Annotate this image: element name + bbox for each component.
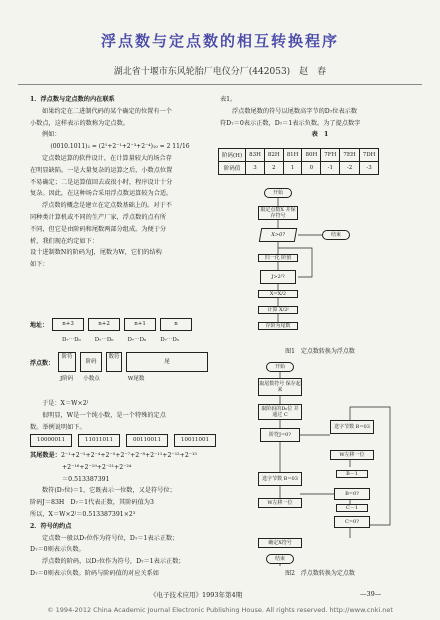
flow2-end: 结束 [266, 554, 294, 564]
flow1-end: 结束 [322, 230, 350, 240]
header-divider [18, 84, 422, 85]
table-cell: 3 [246, 162, 265, 175]
float-format-row [30, 352, 208, 372]
table-cell: 7DH [359, 149, 379, 162]
section-1-heading: 1．浮点数与定点数的内在联系 [30, 96, 115, 103]
left-column-lower [30, 398, 210, 433]
flow2-box: C－1 [336, 504, 368, 512]
real-expr: +2⁻¹⁶+2⁻¹⁹+2⁻²¹+2⁻²⁴ [62, 463, 132, 471]
byte-cell: 11011011 [78, 434, 120, 447]
float-brace-row [60, 374, 144, 382]
flow2-box: 确定X符号 [258, 538, 302, 548]
author-line: 湖北省十堰市东风轮胎厂电仪分厂(442053) 赵 春 [113, 67, 327, 77]
bytes-row [30, 434, 216, 447]
flow2-box: W左移一位 [258, 498, 302, 508]
table-row [219, 162, 379, 175]
table-cell: -2 [340, 162, 359, 175]
paragraph: 数。举例说明如下。 [30, 423, 86, 431]
address-cell: n+2 [88, 318, 120, 331]
paragraph-line: 复杂。因此，在这种场合采用浮点数运算较为合适。 [30, 190, 173, 198]
exponent-table [218, 148, 379, 175]
flow1-start: 开始 [264, 188, 292, 198]
flow2-decision: 阶符J=0? [260, 428, 300, 442]
paragraph: 小数点，这样表示的数称为定点数。 [30, 119, 129, 127]
float-label: 浮点数： [30, 359, 55, 367]
float-cell: 阶码 [80, 352, 102, 372]
paragraph-line: 不同，但它是由阶码和尾数两部分组成。为便于分 [30, 225, 167, 233]
flow1-decision: J>2ᴶ? [260, 270, 296, 284]
float-cell: 数符 [106, 352, 122, 372]
paragraph: 所以，X＝W×2ᴶ＝0.513387391×2³ [30, 510, 136, 518]
figure-2-caption: 图2 浮点数转换为定点数 [285, 570, 355, 577]
flow1-box: 取定点数X 并保存符号 [258, 206, 298, 220]
copyright-line: © 1994-2012 China Academic Journal Electronic Publishing House. All rights reserved. http://www.cnki.net [47, 606, 393, 614]
paragraph: 很明显，W是一个纯小数，是一个特殊的定点 [42, 411, 166, 419]
flow1-box: X=X/2 [258, 290, 298, 298]
table-cell: 83H [246, 149, 265, 162]
paragraph: 于是：X＝W×2ᴶ [42, 400, 89, 407]
paragraph: 阶码J＝83H D₇＝1代表正数，其阶码值为3 [30, 499, 154, 507]
table-title: 表 1 [311, 131, 329, 139]
brace-label-j: J阶码 [60, 376, 74, 382]
byte-cell: 10011001 [174, 434, 216, 447]
float-cell: 阶符 [58, 352, 76, 372]
paragraph: 如果约定在二进制代码的某个确定的位置有一个 [42, 107, 172, 115]
journal-footer: 《电子技术应用》1993年第4期 [150, 591, 243, 599]
paragraph: 数符(D₇位)＝1，它既表示一位数，又是符号位； [42, 487, 176, 495]
table-cell: 81H [283, 149, 302, 162]
article-title: 浮点数与定点数的相互转换程序 [100, 32, 339, 50]
flow2-box: 选字节数 B=03 [330, 420, 374, 434]
table-cell: 7FH [321, 149, 340, 162]
float-cell: 尾 [126, 352, 208, 372]
flow2-decision: C=0? [334, 516, 370, 528]
paragraph: D₇＝0则表示负数。 [30, 546, 85, 554]
flow2-box: 取阶码的D₆位 并通过 C [258, 404, 302, 420]
flow1-box: 存阶为尾数 [258, 322, 298, 330]
byte-cell: 10000011 [30, 434, 72, 447]
paragraph-line: 在明显缺陷。一是大量复杂的运算之后，小数点位置 [30, 166, 173, 174]
address-cell: n [160, 318, 192, 331]
address-row [30, 318, 192, 331]
flow2-decision: B=0? [334, 488, 370, 500]
paragraph: 表1。 [220, 96, 237, 103]
flow1-box: 计算 X/2ᴶ [258, 306, 298, 314]
right-column [220, 94, 420, 141]
paragraph: 定点数一般以D₇位作为符号位，D₇＝1表示正数； [42, 534, 179, 542]
paragraph-line: 浮点数的概念是建立在定点数基础上的。对于不 [42, 202, 172, 210]
flow2-box: W左移一位 [330, 450, 374, 460]
section-2-heading: 2．符号的约点 [30, 522, 72, 530]
paragraph: 例如： [42, 131, 61, 139]
paragraph: 浮点数尾数的符号以尾数高字节的D₇位表示数 [232, 107, 358, 115]
brace-label-dot: 小数点 [83, 376, 100, 382]
table-cell: 2 [264, 162, 283, 175]
real-expr: ＝0.513387391 [62, 475, 110, 483]
flow1-decision: X>0? [259, 228, 297, 242]
paragraph: D₇＝0则表示负数。阶码与阶码值的对应关系如 [30, 569, 159, 577]
table-cell: 1 [283, 162, 302, 175]
flow2-start: 开始 [266, 362, 294, 372]
flow2-box: 取尾数符号 保存起来 [258, 378, 302, 396]
paragraph-line: 不易确定；二是运算值回去或很小时，程序设计十分 [30, 178, 173, 186]
address-label: 地址： [30, 322, 49, 329]
brace-label-w: W尾数 [127, 376, 145, 382]
formula: (0010.1011)₂ = (2¹+2⁻¹+2⁻³+2⁻⁴)₁₀ = 2 11/16 [50, 143, 190, 151]
flow2-box: B－1 [336, 470, 368, 478]
bits-label: D₇⋯D₀ [160, 337, 179, 343]
table-cell: 7EH [340, 149, 359, 162]
left-column [30, 94, 210, 271]
paragraph: 符D₇＝0表示正数，D₇＝1表示负数。为了提点数字 [220, 119, 361, 127]
bits-label: D₇⋯D₀ [127, 337, 147, 343]
table-cell: 阶码值 [219, 162, 246, 175]
page-number: —39— [360, 590, 382, 598]
paragraph-block [30, 153, 210, 259]
paragraph-line: 设十进制数N的阶码为J，尾数为W，它们的结构 [30, 249, 162, 257]
address-cell: n+3 [52, 318, 84, 331]
bits-label: D₇⋯D₀ [94, 337, 114, 343]
paragraph-line: 析，我们现在约定如下： [30, 237, 99, 245]
flow1-box: 归一化 阶值 [258, 254, 298, 262]
table-cell: 0 [302, 162, 321, 175]
table-cell: 阶码(H) [219, 149, 246, 162]
address-bits-row [62, 337, 179, 343]
byte-cell: 00110011 [126, 434, 168, 447]
real-expr: 2⁻¹+2⁻²+2⁻⁴+2⁻⁵+2⁻⁷+2⁻⁸+2⁻¹¹+2⁻¹²+2⁻¹⁵ [60, 452, 198, 459]
flow2-box: 选字节数 B=03 [258, 472, 302, 486]
real-label: 其尾数是： [30, 452, 61, 459]
table-cell: -1 [321, 162, 340, 175]
table-cell: 80H [302, 149, 321, 162]
paragraph-line: 定点数运算的软件设计，在计算量较大的场合存 [42, 154, 172, 162]
paragraph: 浮点数的阶码，以D₇位作为符号，D₇＝1表示正数； [42, 558, 185, 566]
table-row [219, 149, 379, 162]
address-cell: n+1 [124, 318, 156, 331]
bits-label: D₇⋯D₀ [62, 337, 81, 343]
paragraph-line: 同种类计算机或不同的生产厂家，浮点数的点有所 [30, 213, 167, 221]
table-cell: -3 [359, 162, 379, 175]
paragraph: 如下： [30, 261, 49, 269]
left-column-bottom [30, 450, 210, 580]
figure-1-caption: 图1 定点数转换为浮点数 [285, 348, 355, 355]
table-cell: 82H [264, 149, 283, 162]
